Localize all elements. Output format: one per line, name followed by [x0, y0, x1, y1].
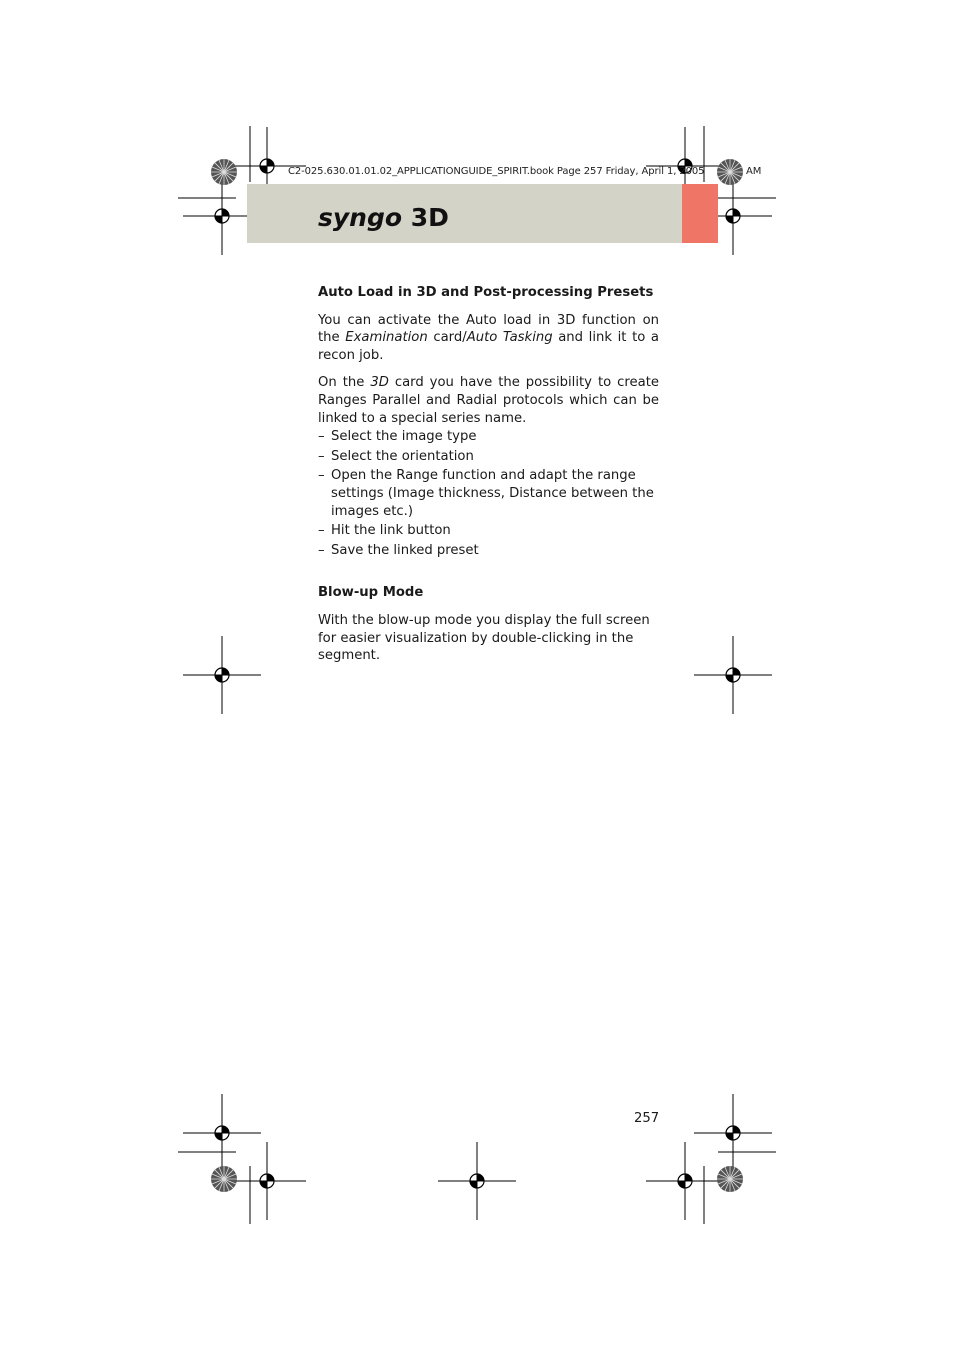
- list-item: – Hit the link button: [318, 522, 659, 540]
- section-heading-blow-up: Blow-up Mode: [318, 585, 424, 601]
- title-brand: syngo: [318, 203, 403, 232]
- steps-list: [318, 428, 659, 559]
- header-band: [247, 184, 682, 243]
- header-tab-marker: [682, 184, 718, 243]
- paragraph-auto-load: [318, 312, 659, 365]
- text-run: On the: [318, 375, 371, 391]
- slug-text: C2-025.630.01.01.02_APPLICATIONGUIDE_SPIRIT.book Page 257 Friday, April 1, 2005: [288, 166, 705, 177]
- list-item: – Select the image type: [318, 428, 659, 446]
- text-run: You can activate the Auto load in 3D function on the: [318, 312, 659, 346]
- page-number: 257: [634, 1111, 660, 1126]
- title-suffix: 3D: [402, 203, 449, 232]
- list-item: – Save the linked preset: [318, 542, 659, 560]
- text-run: card/: [427, 330, 467, 346]
- text-run: and link it to a recon job.: [318, 330, 660, 363]
- term-examination: Examination: [345, 330, 428, 346]
- paragraph-3d-card: [318, 374, 659, 427]
- section-heading-auto-load: Auto Load in 3D and Post-processing Presets: [318, 285, 654, 300]
- slug-am: AM: [746, 166, 762, 177]
- list-item: – Open the Range function and adapt the range settings (Image thickness, Distance between the images etc.): [318, 467, 659, 520]
- paragraph-blow-up: With the blow-up mode you display the full screen for easier visualization by double-clicking in the segment.: [318, 612, 650, 664]
- print-slug-line: [288, 166, 762, 177]
- term-3d: 3D: [370, 375, 389, 391]
- term-auto-tasking: Auto Tasking: [466, 330, 553, 346]
- page-title: [318, 203, 449, 232]
- main-content: [318, 284, 659, 675]
- text-run: card you have the possibility to create Ranges Parallel and Radial protocols which can be linked to a special series name.: [318, 375, 660, 426]
- list-item: – Select the orientation: [318, 448, 659, 466]
